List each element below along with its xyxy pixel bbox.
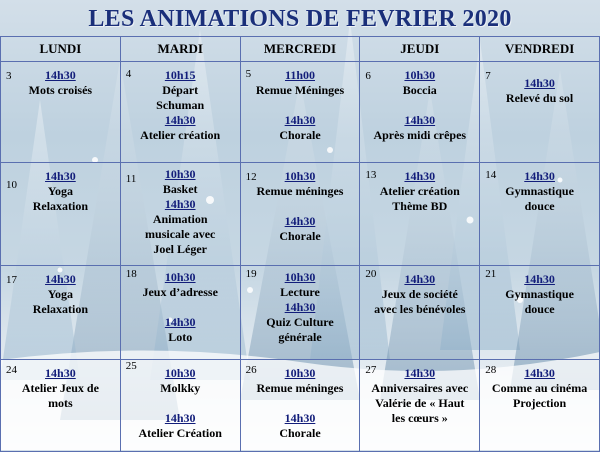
event-text: Mots croisés xyxy=(28,83,93,97)
weekday-header: JEUDI xyxy=(360,37,480,62)
calendar-week-row xyxy=(1,62,600,163)
calendar-table xyxy=(0,36,600,452)
day-events xyxy=(1,68,120,98)
day-cell xyxy=(480,163,600,266)
event-text: Atelier création xyxy=(140,128,221,142)
event-text: générale xyxy=(278,330,322,344)
event-time-line xyxy=(121,197,240,212)
spacer xyxy=(241,199,360,214)
event-time: 14h30 xyxy=(164,315,196,329)
event-time-line xyxy=(241,169,360,184)
day-number: 12 xyxy=(245,171,257,183)
day-cell xyxy=(240,62,360,163)
day-number: 20 xyxy=(365,268,377,280)
event-time: 14h30 xyxy=(284,411,316,425)
day-events xyxy=(1,366,120,411)
spacer xyxy=(241,396,360,411)
event-time: 14h30 xyxy=(45,68,76,82)
day-events xyxy=(480,76,599,106)
event-time-line xyxy=(1,169,120,184)
event-time: 10h30 xyxy=(284,366,316,380)
day-cell xyxy=(240,163,360,266)
event-text: Molkky xyxy=(160,381,201,395)
day-number: 11 xyxy=(125,173,137,185)
event-time-line xyxy=(121,270,240,285)
day-number: 17 xyxy=(6,274,17,286)
event-text: Relevé du sol xyxy=(505,91,574,105)
day-events xyxy=(241,169,360,244)
day-number: 18 xyxy=(125,268,137,280)
day-events xyxy=(241,270,360,345)
event-time: 14h30 xyxy=(164,113,196,127)
event-text: les cœurs » xyxy=(391,411,448,425)
event-text: Lecture xyxy=(280,285,320,299)
event-time: 14h30 xyxy=(404,169,436,183)
event-text: Atelier Création xyxy=(138,426,222,440)
weekday-header: MARDI xyxy=(120,37,240,62)
event-text: Animation xyxy=(152,212,208,226)
event-time: 14h30 xyxy=(524,366,555,380)
event-text: Relaxation xyxy=(32,199,89,213)
day-events xyxy=(360,272,479,317)
day-events xyxy=(121,270,240,345)
day-cell xyxy=(480,62,600,163)
event-time: 11h00 xyxy=(284,68,315,82)
event-time: 10h30 xyxy=(284,270,316,284)
day-cell xyxy=(240,360,360,452)
event-time: 14h30 xyxy=(45,366,76,380)
event-text: Atelier Jeux de xyxy=(21,381,99,395)
day-events xyxy=(1,272,120,317)
event-text: Thème BD xyxy=(392,199,448,213)
day-number: 14 xyxy=(485,169,497,181)
day-number: 25 xyxy=(125,360,137,372)
day-cell xyxy=(360,62,480,163)
day-number: 21 xyxy=(485,268,497,280)
weekday-header: MERCREDI xyxy=(240,37,360,62)
day-cell xyxy=(360,360,480,452)
event-time-line xyxy=(241,300,360,315)
event-time-line xyxy=(480,76,599,91)
event-text: Remue méninges xyxy=(256,184,344,198)
event-text: douce xyxy=(524,199,555,213)
event-time-line xyxy=(121,167,240,182)
day-cell xyxy=(120,163,240,266)
day-cell xyxy=(120,266,240,360)
event-text: Valérie de « Haut xyxy=(375,396,465,410)
event-time: 10h15 xyxy=(164,68,196,82)
spacer xyxy=(360,98,479,113)
day-events xyxy=(121,68,240,143)
event-time: 14h30 xyxy=(164,197,196,211)
day-number: 5 xyxy=(245,68,252,80)
event-text: Remue méninges xyxy=(256,381,344,395)
event-time-line xyxy=(241,214,360,229)
day-cell xyxy=(360,163,480,266)
day-number: 26 xyxy=(245,364,257,376)
event-time-line xyxy=(121,68,240,83)
day-cell xyxy=(120,62,240,163)
event-time-line xyxy=(360,169,479,184)
day-events xyxy=(360,169,479,214)
event-time-line xyxy=(1,366,120,381)
day-number: 19 xyxy=(245,268,257,280)
day-events xyxy=(480,169,599,214)
calendar-week-row xyxy=(1,360,600,452)
spacer xyxy=(121,396,240,411)
event-time: 10h30 xyxy=(164,167,196,181)
day-events xyxy=(480,272,599,317)
event-text: Gymnastique xyxy=(505,287,574,301)
event-text: Chorale xyxy=(279,229,321,243)
event-time: 14h30 xyxy=(524,272,555,286)
event-time-line xyxy=(121,366,240,381)
event-time-line xyxy=(241,411,360,426)
event-time: 14h30 xyxy=(524,76,555,90)
day-events xyxy=(360,366,479,426)
day-cell xyxy=(1,360,121,452)
event-time: 14h30 xyxy=(284,300,316,314)
event-text: Quiz Culture xyxy=(266,315,334,329)
event-time-line xyxy=(121,113,240,128)
day-number: 7 xyxy=(485,70,491,82)
day-cell xyxy=(1,62,121,163)
event-text: Basket xyxy=(162,182,198,196)
event-time: 10h30 xyxy=(284,169,316,183)
event-time-line xyxy=(360,68,479,83)
event-time-line xyxy=(241,68,360,83)
day-events xyxy=(241,366,360,441)
event-text: Atelier création xyxy=(379,184,460,198)
event-time: 10h30 xyxy=(164,366,196,380)
event-time: 14h30 xyxy=(45,272,76,286)
event-text: Remue Méninges xyxy=(255,83,345,97)
event-time-line xyxy=(480,272,599,287)
event-text: Jeux de société xyxy=(381,287,458,301)
day-cell xyxy=(1,266,121,360)
day-cell xyxy=(1,163,121,266)
day-events xyxy=(1,169,120,214)
weekday-header: VENDREDI xyxy=(480,37,600,62)
event-text: douce xyxy=(524,302,555,316)
event-time-line xyxy=(241,366,360,381)
event-time: 14h30 xyxy=(404,113,436,127)
event-time: 14h30 xyxy=(284,214,316,228)
day-cell xyxy=(120,360,240,452)
event-text: Boccia xyxy=(402,83,437,97)
event-time: 14h30 xyxy=(524,169,555,183)
event-time: 14h30 xyxy=(404,366,436,380)
spacer xyxy=(241,98,360,113)
event-text: Départ xyxy=(162,83,199,97)
event-time-line xyxy=(241,113,360,128)
event-time: 14h30 xyxy=(45,169,76,183)
event-time: 14h30 xyxy=(164,411,196,425)
event-time-line xyxy=(1,272,120,287)
event-time: 10h30 xyxy=(404,68,436,82)
day-events xyxy=(241,68,360,143)
event-time: 14h30 xyxy=(284,113,316,127)
event-time-line xyxy=(360,366,479,381)
day-events xyxy=(121,167,240,257)
day-number: 13 xyxy=(365,169,377,181)
page-title: LES ANIMATIONS DE FEVRIER 2020 xyxy=(88,6,512,32)
calendar-week-row xyxy=(1,266,600,360)
day-number: 4 xyxy=(125,68,132,80)
weekday-header: LUNDI xyxy=(1,37,121,62)
event-text: musicale avec xyxy=(145,227,216,241)
event-time-line xyxy=(480,366,599,381)
event-text: Chorale xyxy=(279,128,321,142)
event-text: Schuman xyxy=(156,98,205,112)
event-text: Jeux d’adresse xyxy=(142,285,218,299)
event-text: Gymnastique xyxy=(505,184,574,198)
day-number: 27 xyxy=(365,364,377,376)
event-time-line xyxy=(1,68,120,83)
event-text: Loto xyxy=(168,330,193,344)
day-number: 3 xyxy=(6,70,12,82)
event-text: Relaxation xyxy=(32,302,89,316)
event-time-line xyxy=(360,113,479,128)
day-number: 6 xyxy=(365,70,371,82)
day-number: 24 xyxy=(6,364,17,376)
day-events xyxy=(480,366,599,411)
event-text: mots xyxy=(48,396,73,410)
day-number: 10 xyxy=(6,179,17,191)
day-cell xyxy=(480,266,600,360)
event-text: avec les bénévoles xyxy=(374,302,466,316)
day-number: 28 xyxy=(485,364,497,376)
event-time: 10h30 xyxy=(164,270,196,284)
event-time-line xyxy=(360,272,479,287)
spacer xyxy=(121,300,240,315)
day-cell xyxy=(360,266,480,360)
event-time-line xyxy=(480,169,599,184)
weekday-header-row xyxy=(1,37,600,62)
event-text: Comme au cinéma xyxy=(491,381,588,395)
event-text: Chorale xyxy=(279,426,321,440)
event-text: Yoga xyxy=(47,184,74,198)
event-time: 14h30 xyxy=(404,272,436,286)
event-time-line xyxy=(241,270,360,285)
day-events xyxy=(360,68,479,143)
day-cell xyxy=(480,360,600,452)
day-cell xyxy=(240,266,360,360)
event-text: Yoga xyxy=(47,287,74,301)
event-time-line xyxy=(121,411,240,426)
event-text: Joel Léger xyxy=(153,242,208,256)
event-time-line xyxy=(121,315,240,330)
calendar-week-row xyxy=(1,163,600,266)
event-text: Anniversaires avec xyxy=(371,381,469,395)
event-text: Après midi crêpes xyxy=(373,128,467,142)
day-events xyxy=(121,366,240,441)
event-text: Projection xyxy=(513,396,567,410)
